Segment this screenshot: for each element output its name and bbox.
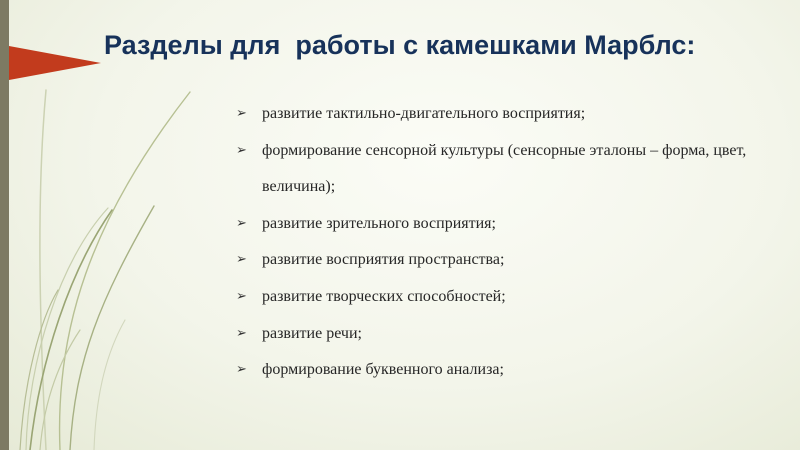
list-item-text: развитие тактильно-двигательного восприятия;	[262, 105, 586, 122]
slide-title: Разделы для работы с камешками Марблс:	[104, 30, 696, 60]
bullet-arrow-icon: ➢	[236, 252, 247, 268]
bullet-arrow-icon: ➢	[236, 142, 247, 158]
list-item-text: развитие творческих способностей;	[262, 287, 506, 305]
list-item	[236, 96, 776, 133]
list-item	[236, 206, 776, 243]
bullet-arrow-icon: ➢	[236, 362, 247, 378]
list-item-text: формирование буквенного анализа;	[262, 361, 504, 379]
list-item-text: развитие восприятия пространства;	[262, 251, 505, 269]
list-item	[236, 242, 776, 279]
list-item	[236, 316, 776, 353]
bullet-list	[236, 96, 776, 389]
title-accent-tab	[9, 46, 101, 80]
list-item-text: формирование сенсорной культуры (сенсорные эталоны – форма, цвет, величина);	[262, 141, 747, 196]
bullet-arrow-icon: ➢	[236, 215, 247, 231]
list-item-text: развитие речи;	[262, 324, 362, 342]
bullet-arrow-icon: ➢	[236, 106, 247, 121]
list-item	[236, 133, 776, 206]
bullet-arrow-icon: ➢	[236, 325, 247, 341]
bullet-arrow-icon: ➢	[236, 288, 247, 304]
list-item	[236, 279, 776, 316]
list-item	[236, 352, 776, 389]
list-item-text: развитие зрительного восприятия;	[262, 214, 496, 232]
